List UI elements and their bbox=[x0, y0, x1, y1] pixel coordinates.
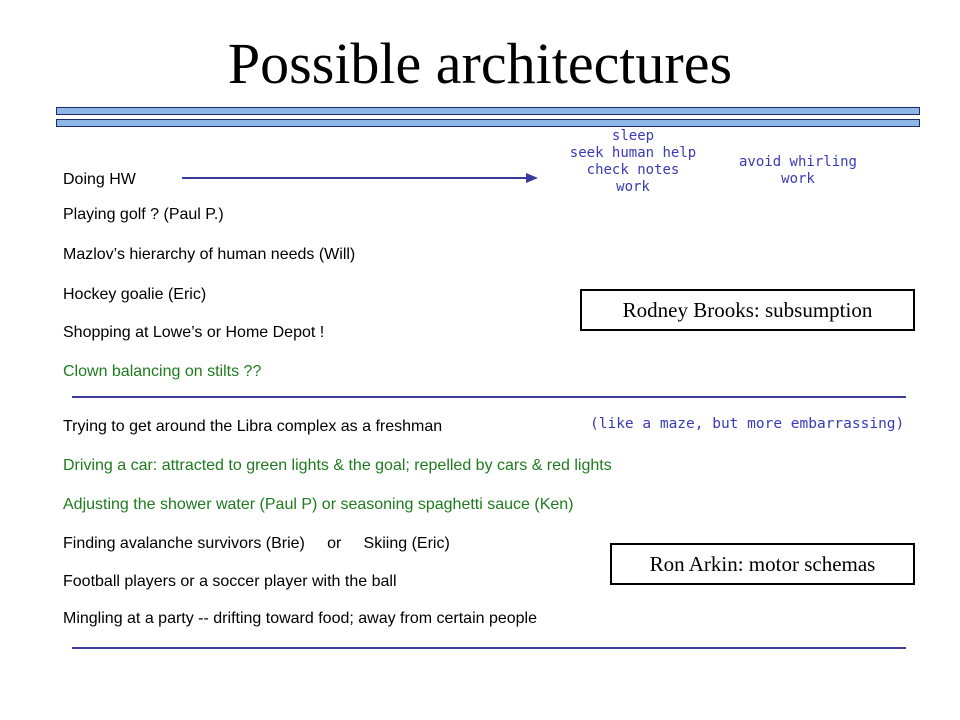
title-bar-bottom bbox=[56, 119, 920, 127]
target-seek-help: seek human help bbox=[569, 145, 697, 161]
divider-rule-2 bbox=[72, 647, 906, 649]
list-item: Mingling at a party -- drifting toward food; away from certain people bbox=[63, 610, 538, 627]
divider-rule-1 bbox=[72, 396, 906, 398]
avoid-label-line1: avoid whirling bbox=[738, 154, 857, 170]
list-item: Driving a car: attracted to green lights & the goal; repelled by cars & red lights bbox=[63, 457, 612, 474]
motor-schemas-box: Ron Arkin: motor schemas bbox=[610, 543, 915, 585]
arrow-targets bbox=[560, 128, 706, 196]
list-item: Clown balancing on stilts ?? bbox=[63, 363, 262, 380]
title-bar-top bbox=[56, 107, 920, 115]
list-item: Trying to get around the Libra complex as a freshman bbox=[63, 418, 443, 435]
list-item: Hockey goalie (Eric) bbox=[63, 286, 207, 303]
list-item: Finding avalanche survivors (Brie) or Skiing (Eric) bbox=[63, 535, 450, 552]
list-item: Adjusting the shower water (Paul P) or seasoning spaghetti sauce (Ken) bbox=[63, 496, 574, 513]
maze-note: (like a maze, but more embarrassing) bbox=[590, 416, 905, 432]
subsumption-box: Rodney Brooks: subsumption bbox=[580, 289, 915, 331]
list-item: Mazlov’s hierarchy of human needs (Will) bbox=[63, 246, 356, 263]
target-check-notes: check notes bbox=[586, 162, 680, 178]
target-sleep: sleep bbox=[611, 128, 655, 144]
avoid-label bbox=[730, 154, 866, 188]
list-item: Playing golf ? (Paul P.) bbox=[63, 206, 224, 223]
arrow-right-icon bbox=[180, 170, 540, 186]
list-item: Football players or a soccer player with the ball bbox=[63, 573, 397, 590]
target-work: work bbox=[616, 179, 650, 195]
list-item: Doing HW bbox=[63, 171, 136, 188]
list-item: Shopping at Lowe’s or Home Depot ! bbox=[63, 324, 325, 341]
avoid-label-line2: work bbox=[781, 171, 815, 187]
slide-title: Possible architectures bbox=[227, 31, 733, 96]
